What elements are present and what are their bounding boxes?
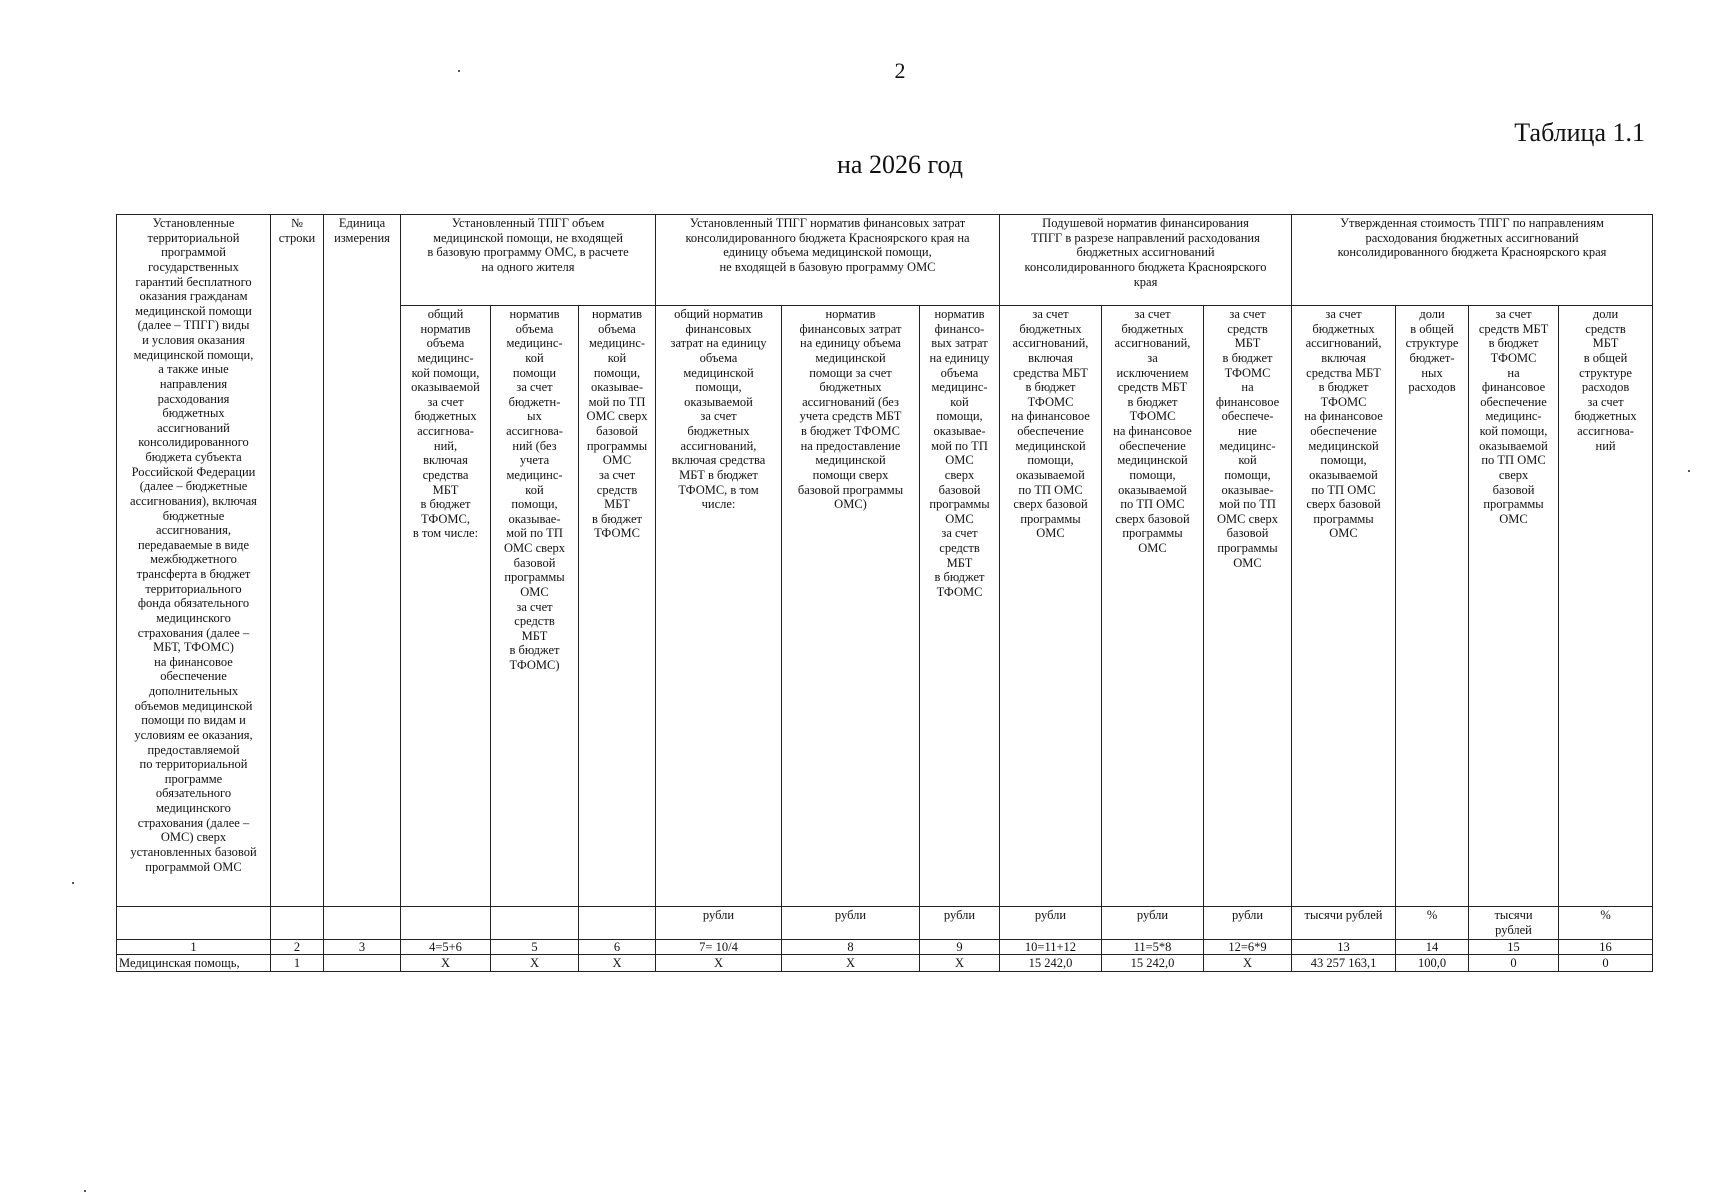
header-sub-12: за счет средств МБТ в бюджет ТФОМС на финансовое обеспече- ние медицинс- кой помощи, оказывае- мой по ТП ОМС сверх базовой программы ОМС (1204, 306, 1292, 907)
table-cell: X (920, 955, 1000, 972)
column-number: 11=5*8 (1102, 940, 1204, 955)
column-number: 10=11+12 (1000, 940, 1102, 955)
unit-cell (117, 907, 271, 940)
column-number: 9 (920, 940, 1000, 955)
column-number: 8 (782, 940, 920, 955)
header-sub-7: общий норматив финансовых затрат на единицу объема медицинской помощи, оказываемой за счет бюджетных ассигнований, включая средства МБТ в бюджет ТФОМС, в том числе: (656, 306, 782, 907)
header-sub-6: норматив объема медицинс- кой помощи, оказывае- мой по ТП ОМС сверх базовой программы ОМС за счет средств МБТ в бюджет ТФОМС (579, 306, 656, 907)
header-row-number: № строки (271, 215, 324, 907)
header-services-description: Установленные территориальной программой государственных гарантий бесплатного оказания гражданам медицинской помощи (далее – ТПГГ) виды и условия оказания медицинской помощи, а также иные направления расходования бюджетных ассигнований консолидированного бюджета субъекта Российской Федерации (далее – бюджетные ассигнования), включая бюджетные ассигнования, передаваемые в виде межбюджетного трансферта в бюджет территориального фонда обязательного медицинского страхования (далее – МБТ, ТФОМС) на финансовое обеспечение дополнительных объемов медицинской помощи по видам и условиям ее оказания, предоставляемой по территориальной программе обязательного медицинского страхования (далее – ОМС) сверх установленных базовой программой ОМС (117, 215, 271, 907)
table-cell: 1 (271, 955, 324, 972)
table-cell: X (656, 955, 782, 972)
table-cell: 15 242,0 (1102, 955, 1204, 972)
unit-cell: рубли (920, 907, 1000, 940)
unit-cell: рубли (1204, 907, 1292, 940)
table-cell: X (579, 955, 656, 972)
column-number: 1 (117, 940, 271, 955)
column-number: 2 (271, 940, 324, 955)
unit-cell: рубли (782, 907, 920, 940)
unit-cell (491, 907, 579, 940)
column-number: 13 (1292, 940, 1396, 955)
table-cell: 0 (1469, 955, 1559, 972)
unit-cell: рубли (656, 907, 782, 940)
unit-cell: тысячи рублей (1292, 907, 1396, 940)
header-sub-5: норматив объема медицинс- кой помощи за счет бюджетн- ых ассигнова- ний (без учета медицинс- кой помощи, оказывае- мой по ТП ОМС сверх базовой программы ОМС за счет средств МБТ в бюджет ТФОМС) (491, 306, 579, 907)
table-cell: X (491, 955, 579, 972)
column-number: 3 (324, 940, 401, 955)
scan-speck (84, 1190, 86, 1192)
header-group-approved: Утвержденная стоимость ТПГГ по направлениям расходования бюджетных ассигнований консолидированного бюджета Красноярского края (1292, 215, 1653, 306)
column-number: 16 (1559, 940, 1653, 955)
table-cell: X (401, 955, 491, 972)
table-caption: на 2026 год (837, 150, 963, 179)
table-row (117, 955, 1653, 972)
table-cell: 0 (1559, 955, 1653, 972)
table-cell: X (782, 955, 920, 972)
unit-cell (401, 907, 491, 940)
column-number: 15 (1469, 940, 1559, 955)
header-group-volume: Установленный ТПГГ объем медицинской помощи, не входящей в базовую программу ОМС, в расчете на одного жителя (401, 215, 656, 306)
unit-cell: % (1559, 907, 1653, 940)
header-sub-8: норматив финансовых затрат на единицу объема медицинской помощи за счет бюджетных ассигнований (без учета средств МБТ в бюджет ТФОМС на предоставление медицинской помощи сверх базовой программы ОМС) (782, 306, 920, 907)
unit-cell (324, 907, 401, 940)
scan-speck (72, 882, 74, 884)
header-group-cost: Установленный ТПГГ норматив финансовых затрат консолидированного бюджета Красноярского края на единицу объема медицинской помощи, не входящей в базовую программу ОМС (656, 215, 1000, 306)
table-cell: 43 257 163,1 (1292, 955, 1396, 972)
header-unit: Единица измерения (324, 215, 401, 907)
column-number: 6 (579, 940, 656, 955)
column-number: 12=6*9 (1204, 940, 1292, 955)
column-number: 14 (1396, 940, 1469, 955)
column-numbers-row (117, 940, 1653, 955)
scan-speck (1688, 470, 1690, 472)
header-sub-9: норматив финансо- вых затрат на единицу объема медицинс- кой помощи, оказывае- мой по ТП ОМС сверх базовой программы ОМС за счет средств МБТ в бюджет ТФОМС (920, 306, 1000, 907)
table-cell: X (1204, 955, 1292, 972)
unit-cell: % (1396, 907, 1469, 940)
data-table (116, 214, 1653, 972)
table-cell: 100,0 (1396, 955, 1469, 972)
header-row-groups (117, 215, 1653, 306)
column-number: 5 (491, 940, 579, 955)
table-cell (324, 955, 401, 972)
header-sub-13: за счет бюджетных ассигнований, включая средства МБТ в бюджет ТФОМС на финансовое обеспечение медицинской помощи, оказываемой по ТП ОМС сверх базовой программы ОМС (1292, 306, 1396, 907)
header-group-percapita: Подушевой норматив финансирования ТПГГ в разрезе направлений расходования бюджетных ассигнований консолидированного бюджета Красноярского края (1000, 215, 1292, 306)
header-sub-15: за счет средств МБТ в бюджет ТФОМС на финансовое обеспечение медицинс- кой помощи, оказываемой по ТП ОМС сверх базовой программы ОМС (1469, 306, 1559, 907)
table-cell: 15 242,0 (1000, 955, 1102, 972)
unit-cell: рубли (1000, 907, 1102, 940)
column-number: 7= 10/4 (656, 940, 782, 955)
row-label: Медицинская помощь, (117, 955, 271, 972)
unit-cell (579, 907, 656, 940)
header-sub-14: доли в общей структуре бюджет- ных расходов (1396, 306, 1469, 907)
header-sub-11: за счет бюджетных ассигнований, за исключением средств МБТ в бюджет ТФОМС на финансовое обеспечение медицинской помощи, оказываемой по ТП ОМС сверх базовой программы ОМС (1102, 306, 1204, 907)
units-row (117, 907, 1653, 940)
column-number: 4=5+6 (401, 940, 491, 955)
header-sub-10: за счет бюджетных ассигнований, включая средства МБТ в бюджет ТФОМС на финансовое обеспечение медицинской помощи, оказываемой по ТП ОМС сверх базовой программы ОМС (1000, 306, 1102, 907)
page-number: 2 (894, 58, 906, 83)
unit-cell: тысячи рублей (1469, 907, 1559, 940)
unit-cell (271, 907, 324, 940)
unit-cell: рубли (1102, 907, 1204, 940)
table-label: Таблица 1.1 (1514, 118, 1645, 147)
header-sub-16: доли средств МБТ в общей структуре расходов за счет бюджетных ассигнова- ний (1559, 306, 1653, 907)
header-sub-4: общий норматив объема медицинс- кой помощи, оказываемой за счет бюджетных ассигнова- ний, включая средства МБТ в бюджет ТФОМС, в том числе: (401, 306, 491, 907)
scan-speck (458, 70, 460, 72)
